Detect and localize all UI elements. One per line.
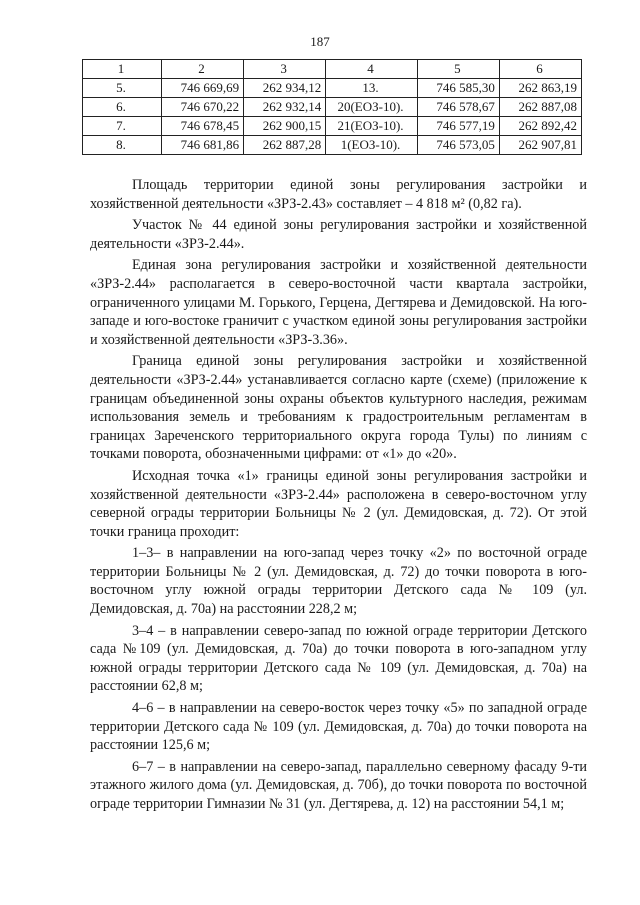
paragraph-area-zrz-2-43: Площадь территории единой зоны регулирования застройки и хозяйственной деятельности «ЗРЗ-2.43» составляет – 4 818 м² (0,82 га). <box>90 177 587 212</box>
table-cell: 262 863,19 <box>499 79 581 98</box>
table-header-cell: 2 <box>162 60 244 79</box>
table-cell: 7. <box>83 117 162 136</box>
table-row <box>83 98 582 117</box>
table-header-cell: 4 <box>326 60 418 79</box>
table-cell: 262 887,28 <box>244 136 326 155</box>
table-cell: 746 577,19 <box>417 117 499 136</box>
table-header-cell: 6 <box>499 60 581 79</box>
table-cell: 262 932,14 <box>244 98 326 117</box>
table-cell: 20(ЕОЗ-10). <box>326 98 418 117</box>
paragraph-segment-3-4: 3–4 – в направлении северо-запад по южной ограде территории Детского сада №109 (ул. Демидовская, д. 70а) до точки поворота в юго-западном углу южной ограды территории Детского сада № 109 (ул. Демидовская, д. 70а) на расстоянии 62,8 м; <box>90 622 587 695</box>
page-number: 187 <box>310 34 330 49</box>
table-cell: 5. <box>83 79 162 98</box>
paragraph-segment-6-7: 6–7 – в направлении на северо-запад, параллельно северному фасаду 9-ти этажного жилого дома (ул. Демидовская, д. 70б), до точки поворота по восточной ограде территории Гимназии № 31 (ул. Дегтярева, д. 12) на расстоянии 54,1 м; <box>90 758 587 812</box>
document-body <box>90 176 587 814</box>
paragraph-zone-location: Единая зона регулирования застройки и хозяйственной деятельности «ЗРЗ-2.44» располагается в северо-восточной части квартала застройки, ограниченного улицами М. Горького, Герцена, Дегтярева и Демидовской. На юго-западе и юго-востоке граничит с участком единой зоны регулирования застройки и хозяйственной деятельности «ЗРЗ-3.36». <box>90 257 587 348</box>
paragraph-section-heading: Участок № 44 единой зоны регулирования застройки и хозяйственной деятельности «ЗРЗ-2.44». <box>90 217 587 252</box>
table-cell: 746 585,30 <box>417 79 499 98</box>
paragraph-start-point: Исходная точка «1» границы единой зоны регулирования застройки и хозяйственной деятельности «ЗРЗ-2.44» расположена в северо-восточном углу северной ограды территории Больницы № 2 (ул. Демидовская, д. 72). От этой точки граница проходит: <box>90 467 587 540</box>
table-cell: 262 887,08 <box>499 98 581 117</box>
table-row <box>83 79 582 98</box>
table-cell: 262 892,42 <box>499 117 581 136</box>
table-cell: 13. <box>326 79 418 98</box>
table-cell: 746 669,69 <box>162 79 244 98</box>
table-row <box>83 136 582 155</box>
table-header-cell: 1 <box>83 60 162 79</box>
paragraph-boundary-definition: Граница единой зоны регулирования застройки и хозяйственной деятельности «ЗРЗ-2.44» устанавливается согласно карте (схеме) (приложение к границам объединенной зоны охраны объектов культурного наследия, режимам использования земель и требованиям к градостроительным регламентам в границах Зареченского территориального округа города Тулы) по линиям с точками поворота, обозначенными цифрами: от «1» до «20». <box>90 353 587 463</box>
table-cell: 746 670,22 <box>162 98 244 117</box>
table-header-row <box>83 60 582 79</box>
table-cell: 746 681,86 <box>162 136 244 155</box>
table-cell: 1(ЕОЗ-10). <box>326 136 418 155</box>
paragraph-segment-1-3: 1–3– в направлении на юго-запад через точку «2» по восточной ограде территории Больницы № 2 (ул. Демидовская, д. 72) до точки поворота в юго-восточном углу южной ограды территории Детского сада № 109 (ул. Демидовская, д. 70а) на расстоянии 228,2 м; <box>90 545 587 618</box>
table-header-cell: 3 <box>244 60 326 79</box>
table-cell: 746 578,67 <box>417 98 499 117</box>
table-row <box>83 117 582 136</box>
table-header-cell: 5 <box>417 60 499 79</box>
table-cell: 746 573,05 <box>417 136 499 155</box>
table-cell: 262 900,15 <box>244 117 326 136</box>
table-cell: 21(ЕОЗ-10). <box>326 117 418 136</box>
table-cell: 262 934,12 <box>244 79 326 98</box>
coordinates-table <box>82 59 582 155</box>
table-cell: 262 907,81 <box>499 136 581 155</box>
table-cell: 746 678,45 <box>162 117 244 136</box>
table-cell: 6. <box>83 98 162 117</box>
paragraph-segment-4-6: 4–6 – в направлении на северо-восток через точку «5» по западной ограде территории Детского сада № 109 (ул. Демидовская, д. 70а) до точки поворота на расстоянии 125,6 м; <box>90 700 587 754</box>
table-cell: 8. <box>83 136 162 155</box>
